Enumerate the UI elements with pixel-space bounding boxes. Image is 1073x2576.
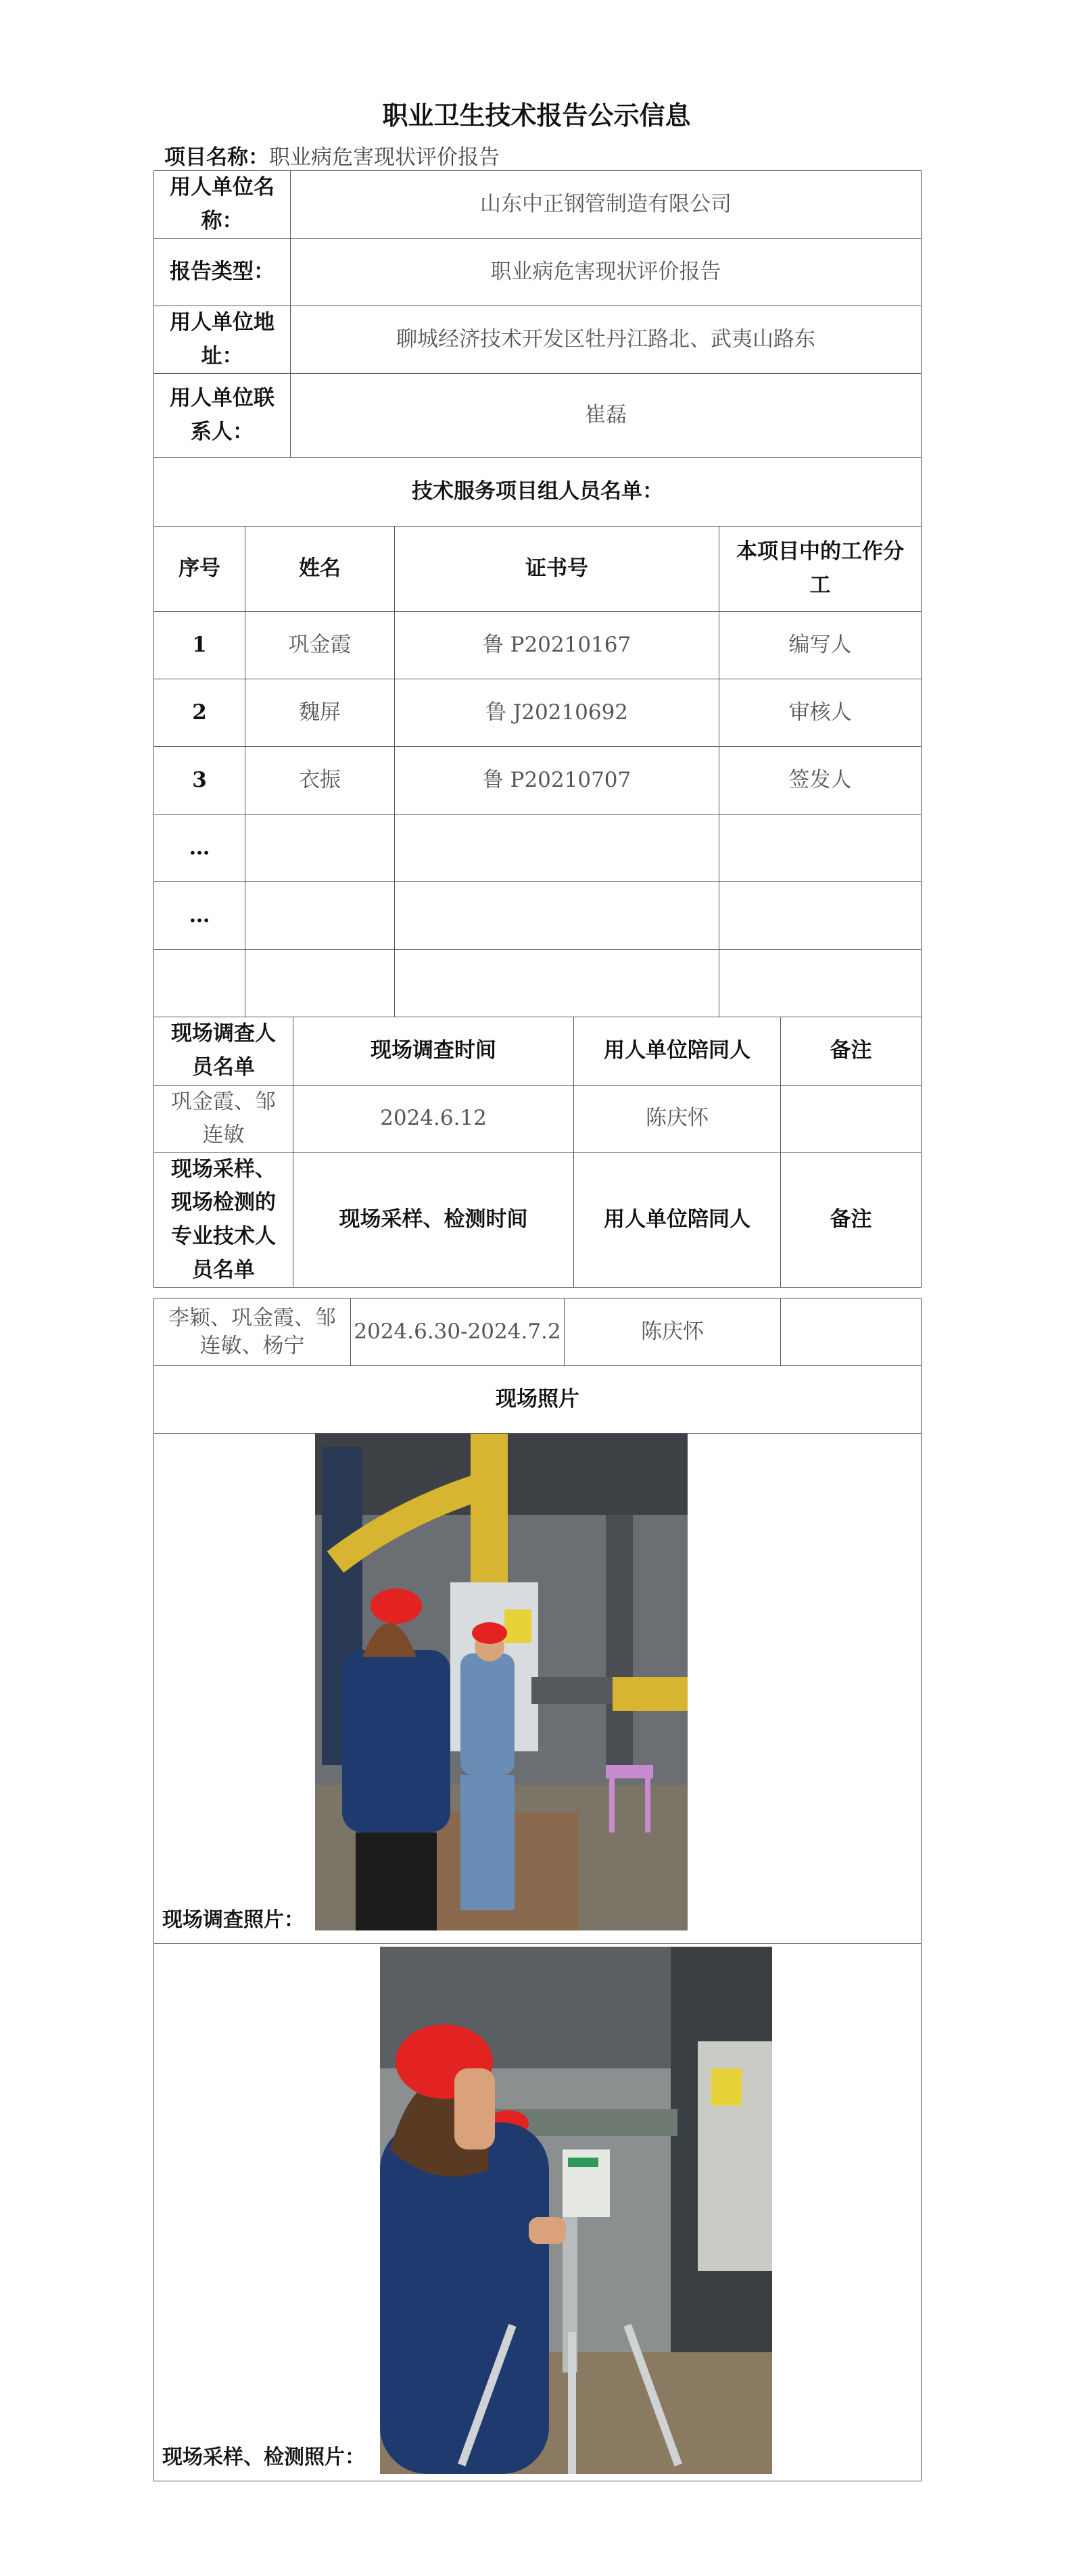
sampling-cell-staff: 李颖、巩金霞、邹连敏、杨宁	[154, 1298, 351, 1366]
sampling-col-header: 现场采样、现场检测的专业技术人员名单	[154, 1152, 293, 1287]
info-row	[154, 171, 922, 239]
info-table	[153, 170, 922, 1288]
project-name-label: 项目名称：	[164, 145, 269, 170]
sampling-cell-escort: 陈庆怀	[565, 1298, 781, 1366]
team-row	[154, 612, 922, 679]
page-title: 职业卫生技术报告公示信息	[382, 100, 691, 130]
team-cell-cert	[395, 882, 719, 950]
survey-photo-illustration	[315, 1434, 688, 1930]
info-value: 崔磊	[291, 374, 922, 458]
team-cell-index: 3	[154, 747, 245, 815]
project-name-value: 职业病危害现状评价报告	[269, 145, 500, 170]
team-cell-index: …	[154, 815, 245, 882]
team-row	[154, 815, 922, 882]
team-cell-name	[245, 882, 395, 950]
team-cell-cert: 鲁 P20210167	[395, 612, 719, 679]
sampling-photo-row	[154, 1944, 922, 2481]
team-cell-index: 1	[154, 612, 245, 679]
sampling-header-row	[154, 1152, 922, 1287]
survey-row	[154, 1085, 922, 1152]
team-cell-name	[245, 815, 395, 882]
team-cell-index: 2	[154, 679, 245, 747]
team-col-header: 序号	[154, 527, 245, 612]
survey-col-header: 用人单位陪同人	[574, 1017, 781, 1085]
sampling-cell-remark	[781, 1298, 922, 1366]
team-cell-cert	[395, 950, 719, 1017]
sampling-photo-cell	[154, 1944, 922, 2481]
team-row	[154, 747, 922, 815]
sampling-col-header: 现场采样、检测时间	[293, 1152, 574, 1287]
team-cell-role	[719, 950, 922, 1017]
team-col-header: 姓名	[245, 527, 395, 612]
team-cell-name: 巩金霞	[245, 612, 395, 679]
team-cell-name	[245, 950, 395, 1017]
team-heading-row	[154, 458, 922, 527]
sampling-photo-label: 现场采样、检测照片：	[162, 2446, 365, 2469]
survey-header-row	[154, 1017, 922, 1085]
info-row	[154, 374, 922, 458]
survey-photo-row	[154, 1434, 922, 1944]
project-name-line	[164, 140, 500, 170]
info-value: 聊城经济技术开发区牡丹江路北、武夷山路东	[291, 306, 922, 374]
survey-cell-time: 2024.6.12	[293, 1085, 574, 1152]
survey-photo-label: 现场调查照片：	[162, 1908, 304, 1932]
info-label: 用人单位联系人：	[154, 374, 291, 458]
team-header-row	[154, 527, 922, 612]
photo-heading-row	[154, 1366, 922, 1434]
team-cell-role	[719, 882, 922, 950]
survey-col-header: 现场调查人员名单	[154, 1017, 293, 1085]
team-cell-role: 编写人	[719, 612, 922, 679]
sampling-photo-illustration	[380, 1947, 772, 2474]
survey-cell-escort: 陈庆怀	[574, 1085, 781, 1152]
info-label: 用人单位地址：	[154, 306, 291, 374]
team-col-header: 证书号	[395, 527, 719, 612]
team-row	[154, 950, 922, 1017]
team-cell-name: 魏屏	[245, 679, 395, 747]
team-cell-cert	[395, 815, 719, 882]
team-row	[154, 882, 922, 950]
team-cell-role	[719, 815, 922, 882]
sampling-col-header: 用人单位陪同人	[574, 1152, 781, 1287]
survey-photo	[315, 1434, 688, 1930]
team-row	[154, 679, 922, 747]
info-value: 山东中正钢管制造有限公司	[291, 171, 922, 239]
sampling-cell-time: 2024.6.30-2024.7.2	[351, 1298, 565, 1366]
team-cell-role: 审核人	[719, 679, 922, 747]
team-heading: 技术服务项目组人员名单：	[154, 458, 922, 527]
photo-heading: 现场照片	[154, 1366, 922, 1434]
survey-photo-cell	[154, 1434, 922, 1944]
survey-cell-staff: 巩金霞、邹连敏	[154, 1085, 293, 1152]
survey-col-header: 备注	[781, 1017, 922, 1085]
sampling-photo	[380, 1947, 772, 2474]
photo-table	[153, 1298, 922, 2481]
info-label: 用人单位名称：	[154, 171, 291, 239]
survey-cell-remark	[781, 1085, 922, 1152]
info-row	[154, 239, 922, 306]
info-label: 报告类型：	[154, 239, 291, 306]
sampling-col-header: 备注	[781, 1152, 922, 1287]
team-cell-name: 衣振	[245, 747, 395, 815]
team-col-header: 本项目中的工作分工	[719, 527, 922, 612]
team-cell-cert: 鲁 J20210692	[395, 679, 719, 747]
info-value: 职业病危害现状评价报告	[291, 239, 922, 306]
team-cell-role: 签发人	[719, 747, 922, 815]
survey-col-header: 现场调查时间	[293, 1017, 574, 1085]
sampling-row	[154, 1298, 922, 1366]
team-cell-index	[154, 950, 245, 1017]
info-row	[154, 306, 922, 374]
team-cell-cert: 鲁 P20210707	[395, 747, 719, 815]
team-cell-index: …	[154, 882, 245, 950]
